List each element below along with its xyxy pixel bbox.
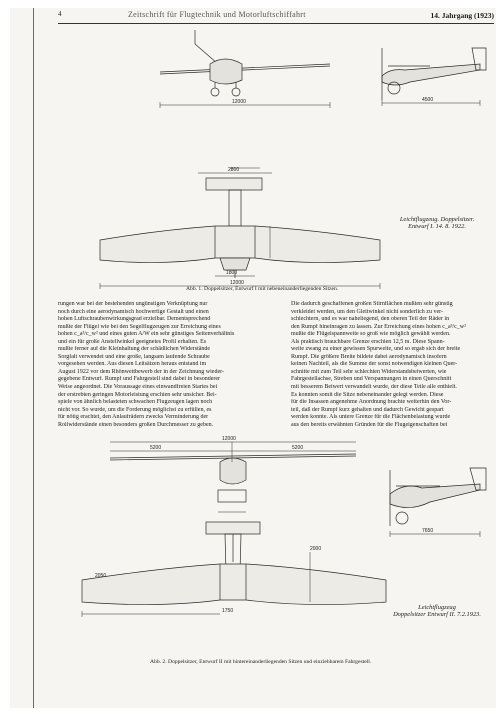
left-line-5: hohen c_a³/c_w² und eines guten A/W ein sehr günstiges Seitenverhältnis: [58, 331, 235, 338]
fig2-note-line2: Doppelsitzer Entwurf II. 7.2.1923.: [393, 611, 481, 619]
fig2-plan-view: [82, 522, 386, 617]
fig2-dim-span: 12000: [222, 436, 236, 442]
fig1-note-line2: Entwurf I. 14. 8. 1922.: [408, 223, 466, 231]
left-line-4: mußte der Flügel wie bei den Segelflugzeugen zur Erreichung eines: [58, 323, 221, 330]
fig2-note-line1: Leichtflugzeug: [418, 604, 456, 611]
figure-1-drawing: [10, 8, 496, 298]
fig1-plan-view: [100, 168, 380, 289]
text-column-right: [291, 301, 491, 429]
fig2-dim-root-chord: 1750: [222, 608, 234, 614]
right-line-7: weite zwang zu einer gewissen Spurweite, und so ergab sich der breite: [291, 346, 461, 353]
left-line-9: vorgesehen werden. Aus diesen Leitsätzen heraus entstand im: [58, 361, 207, 368]
figure-2-drawing: [10, 432, 496, 657]
figure-2-caption: Abb. 2. Doppelsitzer, Entwurf II mit hintereinanderliegenden Sitzen und einziehbarem Fahrgestell.: [150, 659, 372, 665]
left-line-3: hohen Luftschraubenwirkungsgrad erzielbar. Dementsprechend: [58, 316, 211, 323]
right-line-5: mußte die Flügelspannweite so groß wie möglich gewählt werden.: [291, 331, 451, 338]
fig2-dim-half-right: 5200: [292, 445, 304, 451]
fig1-dim-tail-span: 2800: [228, 167, 240, 173]
fig1-dim-chord: 1800: [226, 270, 238, 276]
left-line-13: der erstrebten geringen Motorleistung erschien sehr unsicher. Bei-: [58, 391, 217, 398]
figure-1-caption: Abb. 1. Doppelsitzer, Entwurf I mit nebeneinanderliegenden Sitzen.: [186, 286, 339, 292]
right-line-15: teil, daß der Rumpf kurz gehalten und dadurch Gewicht gespart: [291, 406, 444, 413]
left-line-16: für nötig erachtet, den Anlaufrädern zwecks Verminderung der: [58, 414, 209, 421]
text-column-left: [58, 301, 258, 429]
left-line-7: mußte ferner auf die Kleinhaltung der schädlichen Widerstände: [58, 346, 211, 353]
right-line-1: Die dadurch geschaffenen großen Stirnflächen mußten sehr günstig: [291, 301, 453, 307]
left-line-8: Sorgfalt verwendet und eine große, langsam laufende Schraube: [58, 353, 210, 360]
fig1-note-line1: Leichtflugzeug. Doppelsitzer.: [399, 216, 475, 223]
document-page: [10, 8, 496, 708]
left-line-11: gegebene Entwurf. Rumpf und Fahrgestell sind dabei in besonderer: [58, 376, 221, 383]
fig1-front-view: [160, 30, 330, 108]
volume-label: 14. Jahrgang (1923): [430, 11, 494, 20]
left-line-2: noch durch eine aerodynamisch hochwertige Gestalt und einen: [58, 308, 209, 315]
fig1-dim-plan-span: 12000: [230, 280, 244, 286]
fig1-dim-front-width: 12000: [232, 99, 246, 105]
right-line-6: Als praktisch brauchbare Grenze erschien 12,5 m. Diese Spann-: [291, 338, 445, 345]
fig2-front-view: [110, 442, 356, 512]
right-line-2: verkleidet werden, um den Gleitwinkel nicht sonderlich zu ver-: [291, 308, 443, 315]
left-line-1: rungen war bei der bestehenden ungünstigen Verknüpfung nur: [58, 301, 208, 307]
left-line-6: und ein für große Anstellwinkel geeignetes Profil erhalten. Es: [58, 338, 207, 345]
right-line-12: mit besserem Beiwert verwandelt wurde, der diese Teile alle enthielt.: [291, 384, 457, 391]
page-mark: 4: [58, 10, 62, 18]
right-line-4: den Rumpf hineinragen zu lassen. Zur Erreichung eines hohen c_a³/c_w²: [291, 323, 466, 330]
right-line-11: Fahrgestellachse, Streben und Verspannungen in einen Querschnitt: [291, 376, 452, 383]
fig2-dim-tip-chord: 2000: [310, 546, 322, 552]
fig2-dim-half-left: 5200: [150, 445, 162, 451]
left-line-17: Rollwiderstände einen besonders großen Durchmesser zu geben.: [58, 421, 214, 428]
right-line-13: Es konnten somit die Sitze nebeneinander gelegt werden. Diese: [291, 391, 444, 398]
fig2-side-view: [390, 468, 486, 537]
left-line-14: spiele von ähnlich belasteten schwachen Flugzeugen lagen noch: [58, 399, 213, 406]
right-line-8: Rumpf. Die größere Breite bildete dabei aerodynamisch insofern: [291, 353, 447, 360]
journal-title: Zeitschrift für Flugtechnik und Motorluftschiffahrt: [128, 10, 306, 19]
fig1-drawing-note: [382, 216, 492, 231]
left-line-12: Weise angeordnet. Die Voraussage eines einwandfreien Startes bei: [58, 384, 218, 391]
right-line-16: werden konnte. Als untere Grenze für die Flächenbelastung wurde: [291, 414, 451, 421]
right-line-17: aus den bereits erwähnten Gründen für die Flugeigenschaften bei: [291, 421, 448, 428]
right-line-10: schnitte mit zum Teil sehr schlechten Widerstandsbeiwerten, wie: [291, 368, 447, 375]
fig2-dim-side-length: 7650: [422, 528, 434, 534]
fig1-side-view: [382, 48, 486, 106]
fig2-dim-tip-left: 2050: [95, 573, 107, 579]
fig1-dim-side-length: 4500: [422, 97, 434, 103]
fig2-drawing-note: [382, 604, 492, 619]
right-line-14: für die Insassen angenehme Anordnung brachte weiterhin den Vor-: [291, 399, 452, 406]
right-line-3: schlechtern, und es war naheliegend, den oberen Teil der Räder in: [291, 316, 450, 323]
left-line-10: August 1922 vor dem Rhönwettbewerb der in der Zeichnung wieder-: [58, 368, 225, 375]
right-line-9: keinen Nachteil, als die Summe der sonst notwendigen kleinen Quer-: [291, 361, 458, 368]
left-line-15: nicht vor. So wurde, um die Forderung möglichst zu erfüllen, es: [58, 406, 212, 413]
